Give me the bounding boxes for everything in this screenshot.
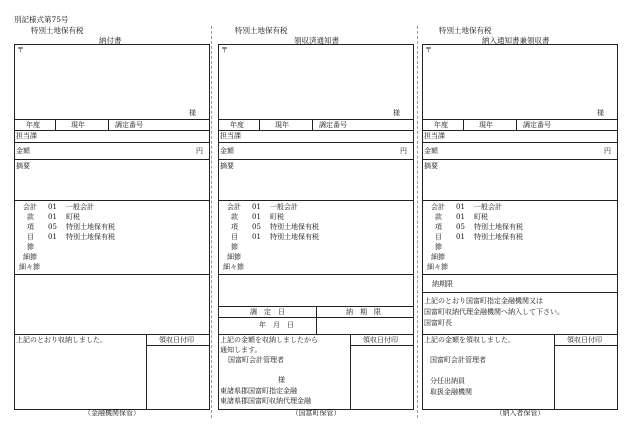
divider (14, 119, 210, 120)
receipt-stamp-label: 領収日付印 (159, 336, 194, 344)
summary-label: 摘要 (220, 162, 234, 170)
amount-label: 金額 (424, 147, 438, 155)
fiscal-year-label: 年度 (434, 121, 448, 129)
receipt-notice-section: 特別土地保有税 領収済通知書 〒 様 年度 現年 調定番号 担当課 金額 円 摘要 会計 01 一般会計 款 01 町税 項 05 特別土地保有税 目 01 特別土地保有税 節 細節 細々節 調 定 日 納 期 限 年 月 日 上記の金額を収納しましたから 通知します。 国富町会計管理者 様 東諸県郡国富町指定金融 東諸県郡国富町収納代理金融 領収日付印 （国富町保管） (218, 0, 418, 440)
document-title: 領収済通知書 (294, 36, 339, 45)
postal-mark: 〒 (221, 46, 228, 54)
assessment-number-label: 調定番号 (115, 121, 143, 129)
accounting-manager: 国富町会計管理者 (430, 356, 486, 364)
department-label: 担当課 (16, 132, 37, 140)
received-statement: 上記のとおり収納しました。 (16, 336, 107, 344)
payment-slip-section: 特別土地保有税 納付書 〒 様 年度 現年 調定番号 担当課 金額 円 摘要 会計 01 一般会計 款 01 町税 項 05 特別土地保有税 目 01 特別土地保有税 節 細節 細々節 上記のとおり収納しました。 領収日付印 （金融機関保管） (14, 0, 214, 440)
yen-unit: 円 (604, 147, 611, 155)
current-year-label: 現年 (71, 121, 85, 129)
notice-line: 通知します。 (220, 346, 262, 354)
retention-note: （金融機関保管） (84, 409, 140, 417)
assessment-number-label: 調定番号 (319, 121, 347, 129)
tax-name: 特別土地保有税 (439, 26, 492, 35)
yen-unit: 円 (196, 147, 203, 155)
honorific: 様 (597, 109, 604, 117)
branch-cashier: 分任出納員 (430, 377, 465, 385)
tax-name: 特別土地保有税 (31, 26, 84, 35)
honorific: 様 (189, 109, 196, 117)
retention-note: （国富町保管） (291, 409, 341, 417)
assessment-date-label: 調 定 日 (250, 308, 285, 316)
amount-label: 金額 (16, 147, 30, 155)
yen-unit: 円 (400, 147, 407, 155)
handling-bank: 取扱金融機関 (430, 388, 472, 396)
notice-line: 国富町収納代理金融機関へ納入して下さい。 (424, 308, 564, 316)
receipt-stamp-label: 領収日付印 (567, 336, 602, 344)
department-label: 担当課 (424, 132, 445, 140)
notice-line: 上記の金額を収納しましたから (220, 336, 318, 344)
fiscal-year-label: 年度 (230, 121, 244, 129)
form-number: 別記様式第75号 (14, 15, 69, 24)
postal-mark: 〒 (17, 46, 24, 54)
notice-line: 上記のとおり国富町指定金融機関又は (424, 297, 543, 305)
due-date-label: 納 期 限 (346, 308, 381, 316)
accounting-manager: 国富町会計管理者 (228, 356, 284, 364)
assessment-number-label: 調定番号 (523, 121, 551, 129)
bank-line: 東諸県郡国富町収納代理金融 (220, 397, 311, 405)
mayor-line: 国富町長 (424, 319, 452, 327)
tax-name: 特別土地保有税 (235, 26, 288, 35)
postal-mark: 〒 (425, 46, 432, 54)
current-year-label: 現年 (479, 121, 493, 129)
summary-label: 摘要 (424, 162, 438, 170)
honorific: 様 (393, 109, 400, 117)
retention-note: （納入者保管） (495, 409, 545, 417)
date-placeholder: 年 月 日 (259, 321, 294, 329)
honorific: 様 (278, 376, 285, 384)
receipt-stamp-label: 領収日付印 (363, 336, 398, 344)
received-statement: 上記の金額を領収しました。 (424, 336, 515, 344)
amount-label: 金額 (220, 147, 234, 155)
fiscal-year-label: 年度 (26, 121, 40, 129)
document-title: 納付書 (99, 36, 122, 45)
summary-label: 摘要 (16, 162, 30, 170)
document-title: 納入通知書兼領収書 (482, 36, 550, 45)
department-label: 担当課 (220, 132, 241, 140)
bank-line: 東諸県郡国富町指定金融 (220, 387, 297, 395)
current-year-label: 現年 (275, 121, 289, 129)
due-date-label: 納期限 (432, 280, 453, 288)
payment-notice-receipt-section: 特別土地保有税 納入通知書兼領収書 〒 様 年度 現年 調定番号 担当課 金額 円 摘要 会計 01 一般会計 款 01 町税 項 05 特別土地保有税 目 01 特別土地保有税 節 細節 細々節 納期限 上記のとおり国富町指定金融機関又は 国富町収納代理金融機関へ納入して下さい。 国富町長 上記の金額を領収しました。 国富町会計管理者 分任出納員 取扱金融機関 領収日付印 （納入者保管） (422, 0, 622, 440)
